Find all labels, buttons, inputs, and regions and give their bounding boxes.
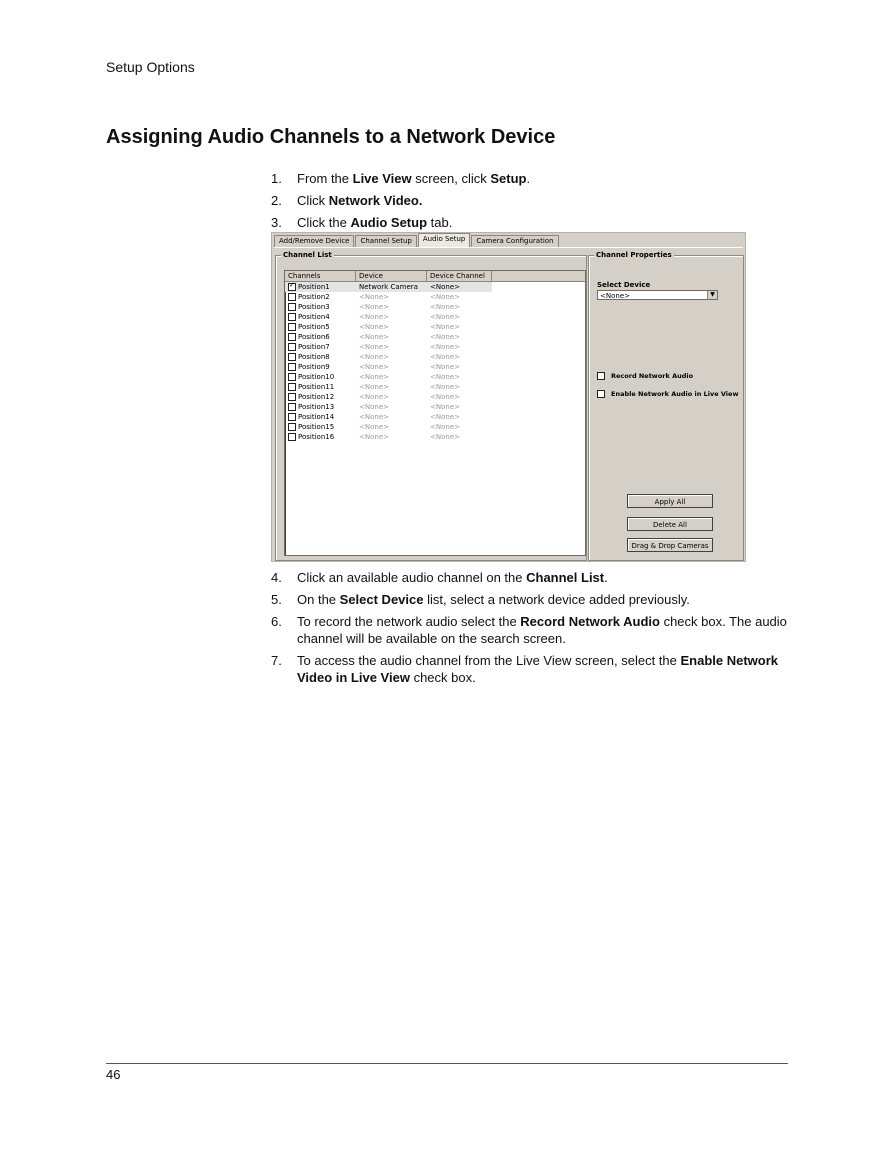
step-number: 5. <box>271 592 282 607</box>
device-cell: <None> <box>359 373 389 381</box>
device-channel-cell: <None> <box>430 343 460 351</box>
device-channel-cell: <None> <box>430 363 460 371</box>
steps-list-top <box>271 170 791 236</box>
device-channel-cell: <None> <box>430 333 460 341</box>
step-emphasis: Select Device <box>339 592 424 607</box>
step-number: 3. <box>271 215 282 230</box>
table-row[interactable] <box>285 332 585 342</box>
step-emphasis: Audio Setup <box>350 215 428 230</box>
step-item <box>271 613 791 647</box>
channel-checkbox[interactable] <box>288 413 296 421</box>
channel-name: Position14 <box>298 413 335 421</box>
device-cell: <None> <box>359 303 389 311</box>
table-row[interactable] <box>285 432 585 442</box>
channel-name: Position8 <box>298 353 330 361</box>
step-item <box>271 569 791 586</box>
device-cell: <None> <box>359 433 389 441</box>
device-cell: <None> <box>359 293 389 301</box>
table-row[interactable] <box>285 422 585 432</box>
channel-name: Position6 <box>298 333 330 341</box>
channel-list-label: Channel List <box>283 251 332 259</box>
device-channel-cell: <None> <box>430 323 460 331</box>
dialog-tabs <box>274 235 560 247</box>
channel-name: Position3 <box>298 303 330 311</box>
chevron-down-icon[interactable]: ▼ <box>707 291 717 299</box>
page-number: 46 <box>106 1067 121 1082</box>
channel-cell <box>285 392 356 402</box>
channel-cell <box>285 372 356 382</box>
record-network-audio-option[interactable] <box>597 372 693 380</box>
device-channel-cell: <None> <box>430 373 460 381</box>
device-channel-cell: <None> <box>430 433 460 441</box>
channel-cell <box>285 402 356 412</box>
step-number: 7. <box>271 653 282 668</box>
device-cell: <None> <box>359 413 389 421</box>
channel-name: Position12 <box>298 393 335 401</box>
step-fragment: check box. <box>409 670 476 685</box>
table-row[interactable] <box>285 292 585 302</box>
channel-cell <box>285 302 356 312</box>
device-channel-cell: <None> <box>430 413 460 421</box>
channel-name: Position16 <box>298 433 335 441</box>
channel-list[interactable] <box>284 270 586 556</box>
channel-checkbox[interactable] <box>288 373 296 381</box>
channel-checkbox[interactable] <box>288 383 296 391</box>
step-item <box>271 652 791 686</box>
step-fragment: Click an available audio channel on the <box>297 570 527 585</box>
table-row[interactable] <box>285 412 585 422</box>
channel-checkbox[interactable] <box>288 323 296 331</box>
channel-rows <box>285 282 585 442</box>
step-fragment: From the <box>297 171 353 186</box>
channel-checkbox[interactable] <box>288 283 296 291</box>
channel-name: Position4 <box>298 313 330 321</box>
tab-channel-setup[interactable]: Channel Setup <box>355 235 416 247</box>
channel-checkbox[interactable] <box>288 393 296 401</box>
enable-network-audio-option[interactable] <box>597 390 738 398</box>
step-emphasis: Channel List <box>526 570 605 585</box>
device-cell: <None> <box>359 393 389 401</box>
device-channel-cell: <None> <box>430 313 460 321</box>
tab-camera-configuration[interactable]: Camera Configuration <box>471 235 558 247</box>
step-fragment: screen, click <box>411 171 491 186</box>
audio-setup-dialog <box>271 232 746 562</box>
column-header-device[interactable]: Device <box>356 271 427 281</box>
channel-checkbox[interactable] <box>288 353 296 361</box>
table-row[interactable] <box>285 342 585 352</box>
channel-checkbox[interactable] <box>288 333 296 341</box>
channel-checkbox[interactable] <box>288 423 296 431</box>
table-row[interactable] <box>285 282 585 292</box>
channel-name: Position1 <box>298 283 330 291</box>
channel-cell <box>285 312 356 322</box>
table-row[interactable] <box>285 302 585 312</box>
channel-name: Position15 <box>298 423 335 431</box>
device-cell: <None> <box>359 363 389 371</box>
device-cell: <None> <box>359 313 389 321</box>
table-row[interactable] <box>285 322 585 332</box>
record-network-audio-label: Record Network Audio <box>611 372 694 380</box>
step-item <box>271 170 791 187</box>
tab-divider <box>274 247 743 248</box>
step-fragment: tab. <box>427 215 453 230</box>
channel-list-group <box>275 251 587 561</box>
device-cell: Network Camera <box>356 282 427 292</box>
column-header-device-channel[interactable]: Device Channel <box>427 271 492 281</box>
tab-audio-setup[interactable]: Audio Setup <box>418 233 471 247</box>
channel-cell <box>285 412 356 422</box>
step-item <box>271 214 791 231</box>
device-channel-cell: <None> <box>430 393 460 401</box>
table-row[interactable] <box>285 382 585 392</box>
step-number: 1. <box>271 171 282 186</box>
step-fragment: On the <box>297 592 340 607</box>
device-channel-cell: <None> <box>430 403 460 411</box>
device-cell: <None> <box>359 333 389 341</box>
running-header: Setup Options <box>106 59 195 75</box>
step-emphasis: Network Video. <box>328 193 423 208</box>
device-cell: <None> <box>359 383 389 391</box>
step-emphasis: Setup <box>490 171 527 186</box>
step-emphasis: Live View <box>352 171 412 186</box>
channel-cell <box>285 352 356 362</box>
section-title: Assigning Audio Channels to a Network Device <box>106 126 556 148</box>
device-cell: <None> <box>359 323 389 331</box>
table-row[interactable] <box>285 372 585 382</box>
channel-checkbox[interactable] <box>288 363 296 371</box>
table-row[interactable] <box>285 362 585 372</box>
footer-rule <box>106 1063 788 1064</box>
step-fragment: list, select a network device added previously. <box>423 592 690 607</box>
step-fragment: To access the audio channel from the Live View screen, select the <box>297 653 681 668</box>
step-fragment: Click <box>297 193 329 208</box>
select-device-dropdown[interactable] <box>597 290 718 300</box>
table-row[interactable] <box>285 392 585 402</box>
channel-cell <box>285 332 356 342</box>
device-channel-cell: <None> <box>427 282 492 292</box>
enable-network-audio-checkbox[interactable] <box>597 390 605 398</box>
device-cell: <None> <box>359 403 389 411</box>
device-channel-cell: <None> <box>430 353 460 361</box>
apply-all-button[interactable]: Apply All <box>627 494 713 508</box>
device-cell: <None> <box>359 343 389 351</box>
channel-cell <box>285 422 356 432</box>
channel-cell <box>285 342 356 352</box>
step-text <box>297 170 791 187</box>
channel-properties-label: Channel Properties <box>596 251 672 259</box>
step-fragment: To record the network audio select the <box>297 614 521 629</box>
step-fragment: . <box>526 171 531 186</box>
channel-checkbox[interactable] <box>288 293 296 301</box>
step-fragment: . <box>604 570 608 585</box>
channel-cell <box>285 282 356 292</box>
step-text <box>297 652 791 686</box>
channel-list-header <box>285 271 585 282</box>
channel-cell <box>285 382 356 392</box>
channel-cell <box>285 292 356 302</box>
table-row[interactable] <box>285 402 585 412</box>
step-text <box>297 591 791 608</box>
device-channel-cell: <None> <box>430 383 460 391</box>
step-text <box>297 192 791 209</box>
record-network-audio-checkbox[interactable] <box>597 372 605 380</box>
step-number: 6. <box>271 614 282 629</box>
channel-cell <box>285 322 356 332</box>
step-fragment: check box. The audio channel will be available on the search screen. <box>297 614 787 646</box>
channel-checkbox[interactable] <box>288 313 296 321</box>
channel-name: Position7 <box>298 343 330 351</box>
step-fragment: Click the <box>297 215 351 230</box>
select-device-value: <None> <box>600 292 630 300</box>
channel-cell <box>285 362 356 372</box>
device-cell: <None> <box>359 423 389 431</box>
channel-checkbox[interactable] <box>288 403 296 411</box>
table-row[interactable] <box>285 312 585 322</box>
step-text <box>297 569 791 586</box>
channel-name: Position11 <box>298 383 335 391</box>
device-channel-cell: <None> <box>430 293 460 301</box>
device-channel-cell: <None> <box>430 303 460 311</box>
channel-name: Position13 <box>298 403 335 411</box>
steps-list-bottom <box>271 569 791 691</box>
channel-name: Position9 <box>298 363 330 371</box>
enable-network-audio-label: Enable Network Audio in Live View <box>611 390 739 398</box>
device-channel-cell: <None> <box>430 423 460 431</box>
channel-cell <box>285 432 356 442</box>
channel-name: Position10 <box>298 373 335 381</box>
step-text <box>297 613 791 647</box>
step-item <box>271 192 791 209</box>
select-device-label: Select Device <box>597 281 651 289</box>
channel-name: Position5 <box>298 323 330 331</box>
channel-checkbox[interactable] <box>288 433 296 441</box>
channel-checkbox[interactable] <box>288 343 296 351</box>
step-number: 2. <box>271 193 282 208</box>
device-cell: <None> <box>359 353 389 361</box>
step-emphasis: Enable Network Video in Live View <box>297 653 779 685</box>
step-number: 4. <box>271 570 282 585</box>
tab-add-remove-device[interactable]: Add/Remove Device <box>274 235 354 247</box>
column-header-channels[interactable]: Channels <box>285 271 356 281</box>
drag-drop-cameras-button[interactable]: Drag & Drop Cameras <box>627 538 713 552</box>
channel-properties-group <box>588 251 744 561</box>
table-row[interactable] <box>285 352 585 362</box>
step-item <box>271 591 791 608</box>
channel-checkbox[interactable] <box>288 303 296 311</box>
step-emphasis: Record Network Audio <box>520 614 660 629</box>
step-text <box>297 214 791 231</box>
delete-all-button[interactable]: Delete All <box>627 517 713 531</box>
channel-name: Position2 <box>298 293 330 301</box>
